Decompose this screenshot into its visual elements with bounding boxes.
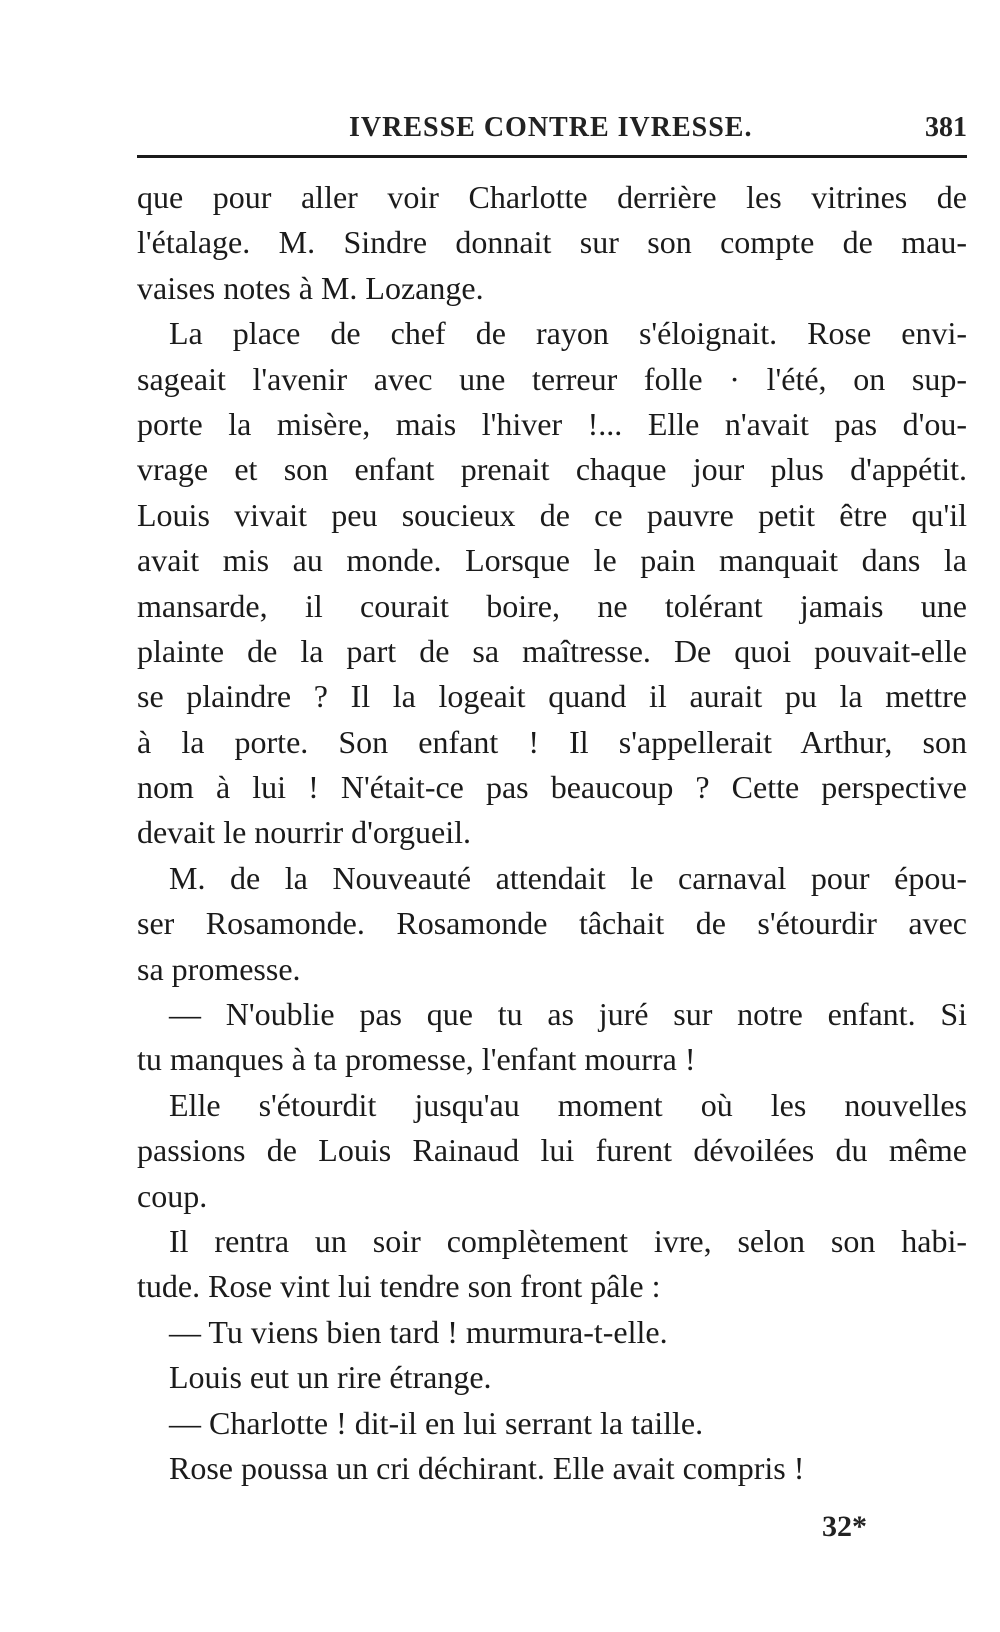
text-line: sageait l'avenir avec une terreur folle · l'été, on sup- [137,360,967,397]
text-line: Louis vivait peu soucieux de ce pauvre petit être qu'il [137,496,967,533]
text-line: M. de la Nouveauté attendait le carnaval pour épou- [169,859,967,896]
text-line: Louis eut un rire étrange. [169,1359,492,1396]
text-line: — N'oublie pas que tu as juré sur notre enfant. Si [169,996,967,1033]
text-line: à la porte. Son enfant ! Il s'appellerait Arthur, son [137,723,967,760]
text-line: Rose poussa un cri déchirant. Elle avait compris ! [169,1449,805,1486]
page-number: 381 [925,112,967,143]
text-line: sa promesse. [137,950,301,987]
text-line: Il rentra un soir complètement ivre, selon son habi- [169,1222,967,1259]
text-line: passions de Louis Rainaud lui furent dévoilées du même [137,1132,967,1169]
text-line: mansarde, il courait boire, ne tolérant jamais une [137,587,967,624]
text-line: devait le nourrir d'orgueil. [137,814,471,851]
body-text [137,175,967,1491]
text-line: — Tu viens bien tard ! murmura-t-elle. [169,1313,668,1350]
text-line: La place de chef de rayon s'éloignait. Rose envi- [169,315,967,352]
text-line: plainte de la part de sa maîtresse. De quoi pouvait-elle [137,632,967,669]
text-line: coup. [137,1177,208,1214]
text-line: ser Rosamonde. Rosamonde tâchait de s'étourdir avec [137,905,967,942]
running-head [137,110,967,150]
text-line: porte la misère, mais l'hiver !... Elle n'avait pas d'ou- [137,405,967,442]
text-line: nom à lui ! N'était-ce pas beaucoup ? Cette perspective [137,769,967,806]
text-line: — Charlotte ! dit-il en lui serrant la taille. [169,1404,704,1441]
text-line: Elle s'étourdit jusqu'au moment où les nouvelles [169,1086,967,1123]
text-line: tu manques à ta promesse, l'enfant mourra ! [137,1041,696,1078]
signature-mark: 32* [822,1510,867,1543]
text-line: vrage et son enfant prenait chaque jour plus d'appétit. [137,451,967,488]
text-line: se plaindre ? Il la logeait quand il aurait pu la mettre [137,678,967,715]
running-title: IVRESSE CONTRE IVRESSE. [349,112,753,143]
text-line: avait mis au monde. Lorsque le pain manquait dans la [137,542,967,579]
header-rule [137,155,967,158]
text-line: l'étalage. M. Sindre donnait sur son compte de mau- [137,224,967,261]
text-line: vaises notes à M. Lozange. [137,269,484,306]
text-line: tude. Rose vint lui tendre son front pâle : [137,1268,661,1305]
text-line: que pour aller voir Charlotte derrière les vitrines de [137,179,967,215]
